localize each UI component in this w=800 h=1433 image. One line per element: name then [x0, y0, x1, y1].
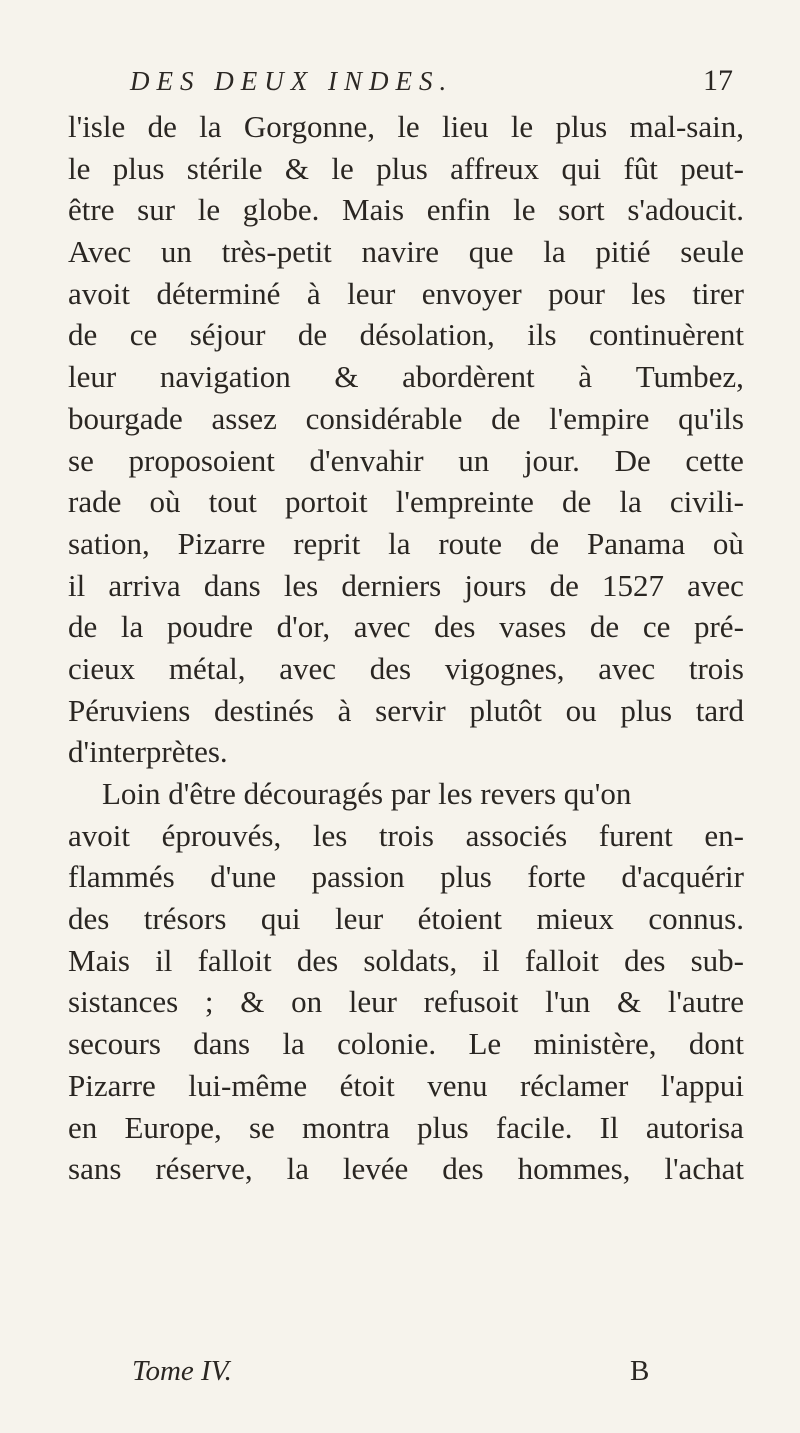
word: d'une [210, 859, 277, 895]
word: sub- [690, 942, 744, 978]
word: avec [353, 609, 411, 645]
text-line [68, 565, 744, 607]
word: destinés [214, 692, 314, 728]
text-line [68, 1107, 744, 1149]
word: ou [565, 692, 597, 728]
word: il [155, 942, 173, 978]
word: enfin [426, 192, 491, 228]
word: montra [301, 1109, 390, 1145]
word: le [68, 150, 91, 186]
word: avec [687, 567, 744, 603]
word: dans [193, 1026, 251, 1062]
word: mieux [536, 901, 614, 937]
word: l'un [545, 984, 591, 1020]
word: on [291, 984, 323, 1020]
word: & [240, 984, 265, 1020]
word: connus. [648, 901, 744, 937]
word: de [549, 567, 579, 603]
word: plutôt [469, 692, 542, 728]
word: plus [376, 150, 428, 186]
word: plus [417, 1109, 469, 1145]
word: les [312, 817, 348, 853]
word: envoyer [421, 275, 522, 311]
word: tirer [692, 275, 744, 311]
text-line [68, 106, 744, 148]
word: continuèrent [589, 317, 744, 353]
word: Avec [68, 234, 132, 270]
word: ils [527, 317, 557, 353]
word: la [388, 525, 411, 561]
word: un [160, 234, 192, 270]
text-line [68, 523, 744, 565]
word: hommes, [517, 1151, 631, 1187]
text-line [68, 356, 744, 398]
word: dans [203, 567, 261, 603]
word: mal-sain, [629, 109, 744, 144]
word: route [438, 525, 503, 561]
word: avec [598, 650, 656, 686]
word: affreux [450, 150, 540, 186]
word: tard [695, 692, 744, 728]
word: trois [378, 817, 434, 853]
word: à [578, 359, 593, 395]
word: avec [279, 650, 337, 686]
word: Pizarre [177, 525, 266, 561]
word: 1527 [601, 567, 664, 603]
word: leur [348, 984, 397, 1020]
word: la [543, 234, 566, 270]
word: falloit [524, 942, 599, 978]
word: les [283, 567, 319, 603]
word: globe. [242, 192, 320, 228]
word: s'adoucit. [627, 192, 744, 228]
text-line [68, 606, 744, 648]
word: refusoit [423, 984, 519, 1020]
word: métal, [168, 650, 246, 686]
word: navire [361, 234, 440, 270]
word: l'isle [68, 109, 126, 144]
word: De [614, 442, 651, 478]
word: jour. [523, 442, 580, 478]
word: Pizarre [68, 1067, 156, 1103]
word: dont [688, 1026, 744, 1062]
word: de [529, 525, 560, 561]
word: à [306, 275, 321, 311]
word: se [68, 442, 94, 478]
word: bourgade [68, 400, 183, 436]
word: sans [68, 1151, 122, 1187]
word: la [286, 1151, 309, 1187]
text-line: d'interprètes. [68, 734, 228, 770]
word: & [616, 984, 642, 1020]
word: des [434, 609, 476, 645]
word: d'envahir [309, 442, 424, 478]
word: facile. [495, 1109, 573, 1145]
word: l'autre [667, 984, 744, 1020]
word: flammés [68, 859, 175, 895]
word: tout [208, 484, 257, 520]
word: sur [137, 192, 176, 228]
word: sistances [68, 984, 179, 1020]
word: peut- [680, 150, 744, 186]
word: Tumbez, [635, 359, 744, 395]
text-line [68, 231, 744, 273]
word: Panama [586, 525, 686, 561]
volume-signature: Tome IV. [132, 1355, 232, 1387]
word: de [147, 109, 177, 144]
word: la [120, 609, 144, 645]
word: furent [598, 817, 673, 853]
word: des [296, 942, 339, 978]
word: autorisa [645, 1109, 744, 1145]
word: Péruviens [68, 692, 191, 728]
word: derniers [341, 567, 442, 603]
word: la [282, 1026, 305, 1062]
word: secours [68, 1026, 161, 1062]
word: leur [68, 359, 117, 395]
word: qui [561, 150, 602, 186]
word: étoit [339, 1067, 395, 1103]
word: & [334, 359, 359, 395]
word: lieu [442, 109, 489, 144]
word: pour [548, 275, 605, 311]
word: pitié [595, 234, 651, 270]
word: qui [260, 901, 301, 937]
word: où [149, 484, 181, 520]
word: la [199, 109, 222, 144]
word: Europe, [124, 1109, 222, 1145]
word: déterminé [156, 275, 281, 311]
text-line [68, 314, 744, 356]
word: forte [527, 859, 586, 895]
text-line [68, 856, 744, 898]
text-line [68, 1065, 744, 1107]
word: considérable [305, 400, 463, 436]
word: séjour [189, 317, 266, 353]
word: en- [704, 817, 744, 853]
text-line [68, 273, 744, 315]
word: de [297, 317, 328, 353]
word: Gorgonne, [243, 109, 375, 144]
word: trésors [143, 901, 227, 937]
signature-mark: B [630, 1355, 650, 1387]
text-line [68, 440, 744, 482]
word: des [68, 901, 110, 937]
text-line [68, 898, 744, 940]
word: falloit [197, 942, 272, 978]
word: poudre [166, 609, 254, 645]
word: vases [499, 609, 567, 645]
word: la [619, 484, 642, 520]
word: avoit [68, 275, 130, 311]
word: où [712, 525, 744, 561]
word: le [513, 192, 536, 228]
word: plus [440, 859, 492, 895]
word: il [482, 942, 500, 978]
word: ce [642, 609, 671, 645]
word: lui-même [188, 1067, 308, 1103]
word: ce [129, 317, 158, 353]
word: de [68, 317, 98, 353]
body-text [68, 106, 744, 1190]
word: reprit [293, 525, 361, 561]
word: réserve, [155, 1151, 253, 1187]
word: des [442, 1151, 484, 1187]
page-number: 17 [703, 64, 733, 97]
word: portoit [284, 484, 368, 520]
word: Il [599, 1109, 619, 1145]
word: avoit [68, 817, 130, 853]
word: d'or, [276, 609, 331, 645]
text-line [68, 148, 744, 190]
word: un [458, 442, 490, 478]
text-line [68, 690, 744, 732]
word: de [589, 609, 620, 645]
word: qu'ils [678, 400, 744, 436]
word: trois [688, 650, 744, 686]
word: abordèrent [402, 359, 535, 395]
word: étoient [417, 901, 502, 937]
word: levée [342, 1151, 409, 1187]
word: assez [211, 400, 277, 436]
word: civili- [669, 484, 744, 520]
word: associés [465, 817, 568, 853]
word: plus [555, 109, 608, 144]
page-header [0, 56, 800, 106]
text-line [68, 815, 744, 857]
word: l'empreinte [395, 484, 534, 520]
word: sort [558, 192, 605, 228]
word: le [397, 109, 420, 144]
text-line: Loin d'être découragés par les revers qu'on [102, 776, 632, 811]
word: le [510, 109, 534, 144]
word: désolation, [359, 317, 495, 353]
word: arriva [108, 567, 181, 603]
word: & [284, 150, 310, 186]
word: cieux [68, 650, 136, 686]
word: jours [464, 567, 527, 603]
word: ; [204, 984, 214, 1020]
word: en [68, 1109, 98, 1145]
text-line [68, 189, 744, 231]
word: leur [347, 275, 396, 311]
word: seule [680, 234, 744, 270]
word: que [468, 234, 514, 270]
word: réclamer [519, 1067, 629, 1103]
word: Mais [68, 942, 130, 978]
word: à [337, 692, 352, 728]
word: rade [68, 484, 122, 520]
page-footer [0, 1355, 800, 1395]
text-line [68, 981, 744, 1023]
text-line [68, 481, 744, 523]
word: cette [685, 442, 744, 478]
text-line [68, 1023, 744, 1065]
word: le [331, 150, 354, 186]
word: navigation [159, 359, 291, 395]
word: d'acquérir [621, 859, 744, 895]
word: de [68, 609, 98, 645]
word: le [197, 192, 221, 228]
word: il [68, 567, 86, 603]
word: soldats, [363, 942, 458, 978]
word: être [68, 192, 115, 228]
word: l'appui [660, 1067, 744, 1103]
text-line [68, 398, 744, 440]
word: les [631, 275, 666, 311]
word: vigognes, [444, 650, 565, 686]
word: de [562, 484, 592, 520]
word: plus [112, 150, 165, 186]
word: Le [468, 1026, 502, 1062]
word: passion [311, 859, 405, 895]
word: plus [620, 692, 673, 728]
word: des [624, 942, 666, 978]
word: servir [375, 692, 446, 728]
text-line [68, 1148, 744, 1190]
word: de [491, 400, 521, 436]
word: fût [623, 150, 658, 186]
word: l'achat [664, 1151, 744, 1187]
word: ministère, [533, 1026, 657, 1062]
word: Mais [342, 192, 405, 228]
word: stérile [186, 150, 263, 186]
text-line [68, 648, 744, 690]
word: colonie. [337, 1026, 437, 1062]
word: leur [334, 901, 384, 937]
word: très-petit [221, 234, 332, 270]
text-line [68, 940, 744, 982]
word: pré- [693, 609, 744, 645]
word: l'empire [549, 400, 650, 436]
running-head: DES DEUX INDES. [130, 66, 454, 96]
word: éprouvés, [161, 817, 282, 853]
word: proposoient [128, 442, 275, 478]
word: des [369, 650, 412, 686]
word: venu [427, 1067, 488, 1103]
word: se [248, 1109, 275, 1145]
word: sation, [68, 525, 150, 561]
